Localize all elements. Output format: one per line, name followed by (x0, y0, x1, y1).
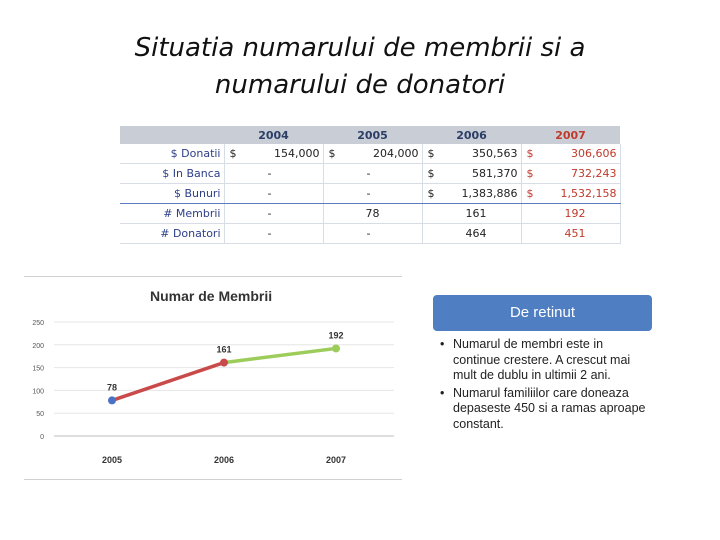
cell-value: 78 (365, 207, 380, 220)
slide-title-line-2: numarului de donatori (214, 70, 506, 100)
table-header-corner (120, 126, 224, 144)
cell-value: - (267, 187, 272, 200)
table-cell (323, 204, 422, 224)
callout-heading: De retinut (433, 295, 652, 331)
table-cell (323, 164, 422, 184)
line-segment (112, 363, 224, 401)
members-chart-svg (24, 276, 402, 480)
cell-value: 464 (465, 227, 487, 240)
callout-item (436, 337, 652, 384)
y-tick-label: 200 (32, 342, 44, 350)
table-cell (521, 144, 620, 164)
cell-value: - (267, 167, 272, 180)
data-label: 161 (216, 344, 232, 355)
table-header-year: 2005 (323, 126, 422, 144)
statistics-table (120, 126, 621, 244)
table-cell (323, 184, 422, 204)
y-tick-label: 150 (32, 365, 44, 373)
table-cell (224, 224, 323, 244)
cell-value: - (366, 167, 371, 180)
cell-value: 1,532,158 (560, 187, 617, 200)
table-cell (521, 224, 620, 244)
table-cell (224, 204, 323, 224)
y-tick-label: 50 (36, 411, 44, 419)
table-cell (422, 204, 521, 224)
callout-item (436, 386, 652, 433)
cell-value: - (267, 227, 272, 240)
cell-value: 204,000 (373, 147, 419, 160)
cell-value: 732,243 (571, 167, 617, 180)
cell-value: 451 (564, 227, 586, 240)
cell-value: - (366, 227, 371, 240)
cell-value: 581,370 (472, 167, 518, 180)
table-cell (224, 184, 323, 204)
currency-symbol: $ (229, 147, 237, 160)
x-tick-label: 2006 (213, 455, 235, 465)
table-row (120, 224, 620, 244)
data-label: 192 (328, 330, 344, 341)
table-cell (422, 184, 521, 204)
table-row (120, 164, 620, 184)
row-label: # Donatori (120, 224, 224, 244)
table-header-row (120, 126, 620, 144)
table-cell (224, 164, 323, 184)
table-cell (323, 144, 422, 164)
table-header-year: 2004 (224, 126, 323, 144)
cell-value: - (366, 187, 371, 200)
table-row (120, 144, 620, 164)
cell-value: - (267, 207, 272, 220)
callout-item-text: Numarul de membri este in continue crestere. A crescut mai mult de dublu in ultimii 2 ani. (453, 337, 631, 382)
data-point (332, 344, 340, 352)
cell-value: 161 (465, 207, 487, 220)
table-cell (422, 164, 521, 184)
cell-value: 1,383,886 (461, 187, 518, 200)
data-point (220, 359, 228, 367)
callout-item-text: Numarul familiilor care doneaza depaseste 450 si a ramas aproape constant. (453, 385, 646, 431)
currency-symbol: $ (427, 147, 435, 160)
cell-value: 154,000 (274, 147, 320, 160)
slide-title (0, 30, 720, 104)
table-row (120, 184, 620, 204)
x-tick-label: 2005 (101, 455, 123, 465)
table-row (120, 204, 620, 224)
line-segment (224, 348, 336, 362)
cell-value: 192 (564, 207, 586, 220)
table-cell (521, 184, 620, 204)
table-header-year: 2007 (521, 126, 620, 144)
y-tick-label: 250 (32, 320, 44, 327)
data-label: 78 (106, 382, 118, 393)
row-label: $ In Banca (120, 164, 224, 184)
table-cell (323, 224, 422, 244)
currency-symbol: $ (526, 187, 534, 200)
table-cell (422, 144, 521, 164)
y-tick-label: 100 (32, 388, 44, 396)
slide-title-line-1: Situatia numarului de membrii si a (134, 33, 586, 63)
table-header-year: 2006 (422, 126, 521, 144)
row-label: $ Donatii (120, 144, 224, 164)
data-point (108, 396, 116, 404)
row-label: $ Bunuri (120, 184, 224, 204)
table-cell (422, 224, 521, 244)
table-cell (224, 144, 323, 164)
currency-symbol: $ (427, 167, 435, 180)
callout-list (436, 337, 652, 434)
bullet-icon: • (440, 337, 445, 351)
row-label: # Membrii (120, 204, 224, 224)
cell-value: 350,563 (472, 147, 518, 160)
currency-symbol: $ (526, 147, 534, 160)
bullet-icon: • (440, 385, 445, 400)
currency-symbol: $ (526, 167, 534, 180)
y-tick-label: 0 (40, 434, 44, 441)
chart-title: Numar de Membrii (150, 288, 273, 304)
table-cell (521, 164, 620, 184)
members-chart (24, 276, 402, 480)
currency-symbol: $ (427, 187, 435, 200)
table-cell (521, 204, 620, 224)
x-tick-label: 2007 (325, 455, 347, 465)
cell-value: 306,606 (571, 147, 617, 160)
currency-symbol: $ (328, 147, 336, 160)
